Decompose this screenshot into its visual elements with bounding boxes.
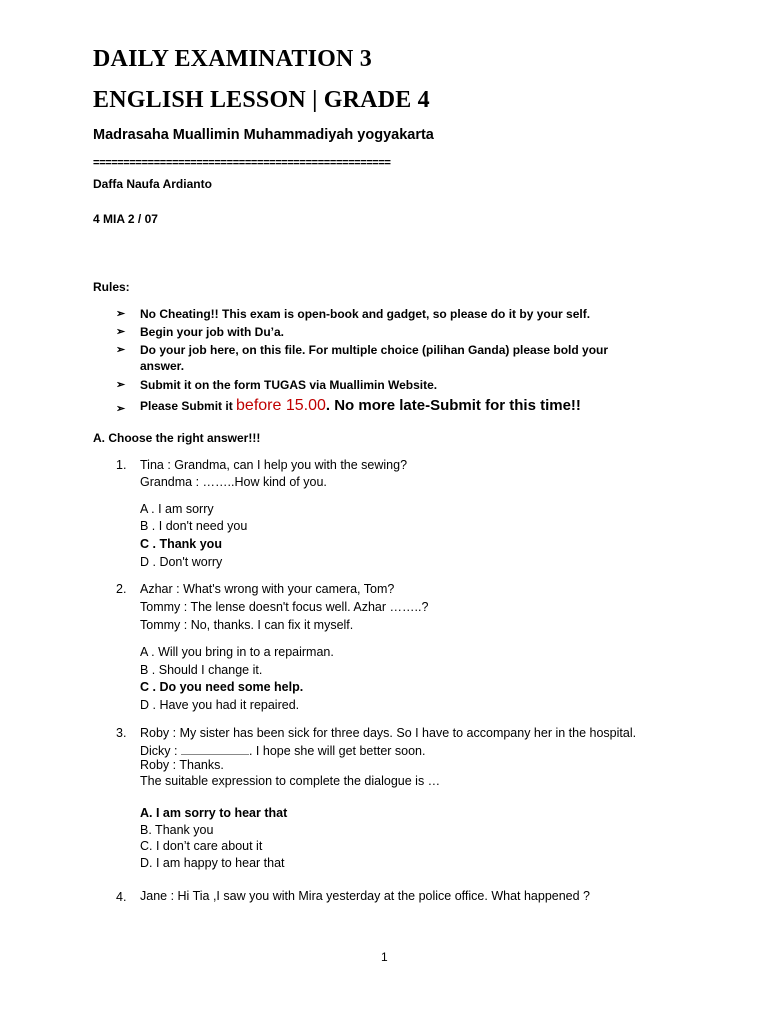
- school-name: Madrasaha Muallimin Muhammadiyah yogyakarta: [93, 127, 434, 143]
- answer-option: D. I am happy to hear that: [140, 856, 285, 870]
- separator-line: =================================================: [93, 157, 391, 169]
- question-number: 3.: [116, 726, 127, 740]
- page-number: 1: [381, 950, 388, 964]
- answer-option: A . Will you bring in to a repairman.: [140, 645, 334, 659]
- question-line: [140, 742, 425, 758]
- class-number: 4 MIA 2 / 07: [93, 212, 158, 226]
- speaker-label: Dicky :: [140, 744, 181, 758]
- question-line-rest: . I hope she will get better soon.: [248, 744, 426, 758]
- question-line: Tina : Grandma, can I help you with the sewing?: [140, 458, 408, 472]
- lesson-title: ENGLISH LESSON | GRADE 4: [93, 87, 430, 113]
- rules-heading: Rules:: [93, 280, 130, 294]
- submit-prefix: Please Submit it: [140, 399, 237, 413]
- exam-title: DAILY EXAMINATION 3: [93, 46, 372, 72]
- question-line: Jane : Hi Tia ,I saw you with Mira yesterday at the police office. What happened ?: [140, 889, 591, 903]
- answer-option-selected: C . Do you need some help.: [140, 680, 304, 694]
- question-line: Tommy : No, thanks. I can fix it myself.: [140, 618, 354, 632]
- question-line: Roby : My sister has been sick for three days. So I have to accompany her in the hospital.: [140, 726, 637, 740]
- answer-option: B . Should I change it.: [140, 663, 263, 677]
- question-line: Grandma : ……..How kind of you.: [140, 475, 327, 489]
- deadline-highlight: before 15.00: [236, 397, 326, 414]
- question-number: 1.: [116, 458, 127, 472]
- question-number: 4.: [116, 890, 127, 904]
- student-name: Daffa Naufa Ardianto: [93, 177, 212, 191]
- answer-blank: [181, 742, 249, 755]
- answer-option: B. Thank you: [140, 823, 214, 837]
- answer-option: A . I am sorry: [140, 502, 214, 516]
- question-line: Roby : Thanks.: [140, 758, 224, 772]
- rule-text: Submit it on the form TUGAS via Muallimin Website.: [140, 378, 438, 392]
- question-number: 2.: [116, 582, 127, 596]
- arrowhead-icon: ➢: [116, 344, 126, 356]
- arrowhead-icon: ➢: [116, 403, 126, 415]
- answer-option: B . I don't need you: [140, 519, 248, 533]
- question-line: Tommy : The lense doesn't focus well. Azhar ……..?: [140, 600, 429, 614]
- answer-option: D . Don't worry: [140, 555, 223, 569]
- answer-option-selected: A. I am sorry to hear that: [140, 806, 288, 820]
- rule-text: [140, 398, 581, 414]
- submit-suffix: . No more late-Submit for this time!!: [325, 397, 581, 414]
- arrowhead-icon: ➢: [116, 379, 126, 391]
- question-line: The suitable expression to complete the dialogue is …: [140, 774, 441, 788]
- answer-option-selected: C . Thank you: [140, 537, 222, 551]
- answer-option: C. I don’t care about it: [140, 839, 263, 853]
- arrowhead-icon: ➢: [116, 326, 126, 338]
- question-line: Azhar : What's wrong with your camera, Tom?: [140, 582, 395, 596]
- arrowhead-icon: ➢: [116, 308, 126, 320]
- rule-text: No Cheating!! This exam is open-book and gadget, so please do it by your self.: [140, 307, 591, 321]
- rule-text: Do your job here, on this file. For multiple choice (pilihan Ganda) please bold your answer.: [140, 343, 609, 373]
- section-a-heading: A. Choose the right answer!!!: [93, 431, 261, 445]
- answer-option: D . Have you had it repaired.: [140, 698, 300, 712]
- rule-text: Begin your job with Du’a.: [140, 325, 284, 339]
